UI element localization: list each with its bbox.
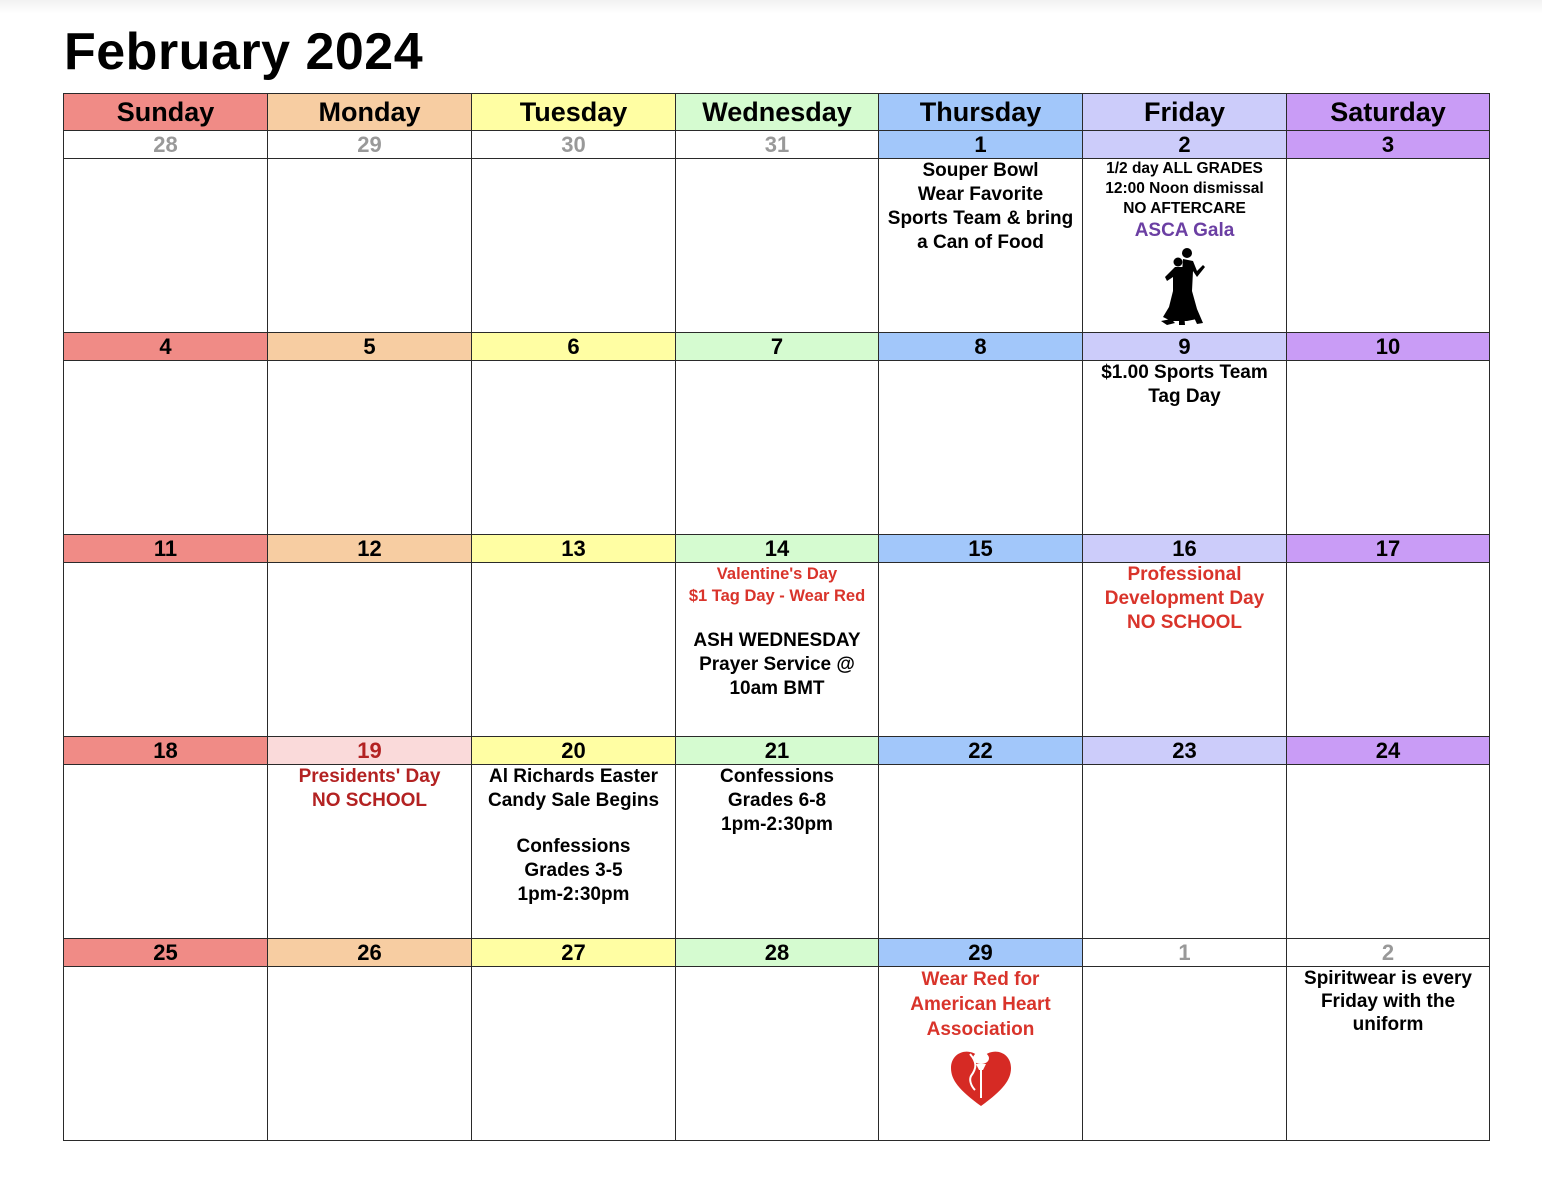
day-cell	[1083, 967, 1287, 1141]
event-confessions-6-8: Confessions Grades 6-8 1pm-2:30pm	[719, 766, 835, 835]
event-ash-wednesday: ASH WEDNESDAY Prayer Service @ 10am BMT	[693, 630, 861, 699]
calendar-title: February 2024	[64, 23, 424, 81]
date-number: 13	[472, 535, 676, 563]
day-cell	[1083, 563, 1287, 737]
date-number: 30	[472, 131, 676, 159]
day-cell	[1287, 967, 1490, 1141]
date-number: 28	[64, 131, 268, 159]
week-5-date-row	[64, 939, 1490, 967]
weekday-saturday: Saturday	[1287, 94, 1490, 131]
day-cell	[676, 765, 879, 939]
date-number: 15	[879, 535, 1083, 563]
event-confessions-3-5: Confessions Grades 3-5 1pm-2:30pm	[516, 836, 631, 905]
day-cell	[1287, 361, 1490, 535]
date-number: 2	[1287, 939, 1490, 967]
date-number: 25	[64, 939, 268, 967]
date-number: 17	[1287, 535, 1490, 563]
date-number: 7	[676, 333, 879, 361]
event-sports-tag-day: $1.00 Sports Team Tag Day	[1101, 362, 1268, 407]
day-cell	[472, 159, 676, 333]
day-cell	[676, 967, 879, 1141]
day-cell	[64, 361, 268, 535]
day-cell	[1287, 159, 1490, 333]
weekday-tuesday: Tuesday	[472, 94, 676, 131]
event-valentines-day: Valentine's Day $1 Tag Day - Wear Red	[688, 565, 866, 605]
day-cell	[1083, 765, 1287, 939]
day-cell	[64, 159, 268, 333]
weekday-friday: Friday	[1083, 94, 1287, 131]
day-cell	[1287, 563, 1490, 737]
week-5-event-row	[64, 967, 1490, 1141]
day-cell	[676, 159, 879, 333]
date-number: 4	[64, 333, 268, 361]
day-cell	[472, 967, 676, 1141]
date-number: 29	[268, 131, 472, 159]
dancing-couple-icon	[1157, 247, 1213, 327]
week-1-date-row	[64, 131, 1490, 159]
day-cell	[268, 765, 472, 939]
date-number: 3	[1287, 131, 1490, 159]
week-2-event-row	[64, 361, 1490, 535]
date-number: 23	[1083, 737, 1287, 765]
day-cell	[268, 361, 472, 535]
date-number: 1	[1083, 939, 1287, 967]
date-number: 6	[472, 333, 676, 361]
day-cell	[472, 563, 676, 737]
date-number: 14	[676, 535, 879, 563]
day-cell	[1083, 361, 1287, 535]
day-cell	[1287, 765, 1490, 939]
day-cell	[472, 765, 676, 939]
day-cell	[64, 967, 268, 1141]
date-number: 24	[1287, 737, 1490, 765]
week-3-event-row	[64, 563, 1490, 737]
date-number: 2	[1083, 131, 1287, 159]
day-cell	[64, 563, 268, 737]
day-cell	[879, 563, 1083, 737]
weekday-wednesday: Wednesday	[676, 94, 879, 131]
date-number: 26	[268, 939, 472, 967]
event-spiritwear: Spiritwear is every Friday with the uniform	[1304, 968, 1472, 1035]
week-4-event-row	[64, 765, 1490, 939]
date-number: 9	[1083, 333, 1287, 361]
date-number: 16	[1083, 535, 1287, 563]
date-number: 19	[268, 737, 472, 765]
weekday-monday: Monday	[268, 94, 472, 131]
event-half-day: 1/2 day ALL GRADES 12:00 Noon dismissal NO AFTERCARE	[1105, 160, 1264, 217]
week-3-date-row	[64, 535, 1490, 563]
day-cell	[879, 159, 1083, 333]
day-cell	[879, 361, 1083, 535]
day-cell	[268, 967, 472, 1141]
event-souper-bowl: Souper Bowl Wear Favorite Sports Team & bring a Can of Food	[887, 160, 1074, 253]
date-number: 29	[879, 939, 1083, 967]
date-number: 1	[879, 131, 1083, 159]
date-number: 18	[64, 737, 268, 765]
day-cell	[268, 563, 472, 737]
date-number: 22	[879, 737, 1083, 765]
date-number: 10	[1287, 333, 1490, 361]
calendar-grid	[63, 93, 1490, 1141]
event-presidents-day: Presidents' Day NO SCHOOL	[298, 766, 441, 811]
date-number: 28	[676, 939, 879, 967]
date-number: 31	[676, 131, 879, 159]
spacer	[676, 607, 878, 629]
date-number: 8	[879, 333, 1083, 361]
date-number: 5	[268, 333, 472, 361]
event-wear-red-heart: Wear Red for American Heart Association	[910, 969, 1051, 1040]
day-cell	[1083, 159, 1287, 333]
date-number: 27	[472, 939, 676, 967]
weekday-thursday: Thursday	[879, 94, 1083, 131]
date-number: 11	[64, 535, 268, 563]
weekday-header-row	[64, 94, 1490, 131]
date-number: 12	[268, 535, 472, 563]
week-1-event-row	[64, 159, 1490, 333]
day-cell	[268, 159, 472, 333]
window-top-bar	[0, 0, 1542, 14]
date-number: 20	[472, 737, 676, 765]
week-4-date-row	[64, 737, 1490, 765]
week-2-date-row	[64, 333, 1490, 361]
day-cell	[879, 765, 1083, 939]
day-cell	[676, 563, 879, 737]
day-cell	[879, 967, 1083, 1141]
day-cell	[676, 361, 879, 535]
day-cell	[64, 765, 268, 939]
day-cell	[472, 361, 676, 535]
weekday-sunday: Sunday	[64, 94, 268, 131]
american-heart-torch-icon	[949, 1046, 1013, 1108]
event-candy-sale: Al Richards Easter Candy Sale Begins	[487, 766, 660, 811]
date-number: 21	[676, 737, 879, 765]
event-professional-development: Professional Development Day NO SCHOOL	[1104, 564, 1265, 633]
event-asca-gala: ASCA Gala	[1134, 220, 1235, 241]
spacer	[472, 813, 675, 835]
